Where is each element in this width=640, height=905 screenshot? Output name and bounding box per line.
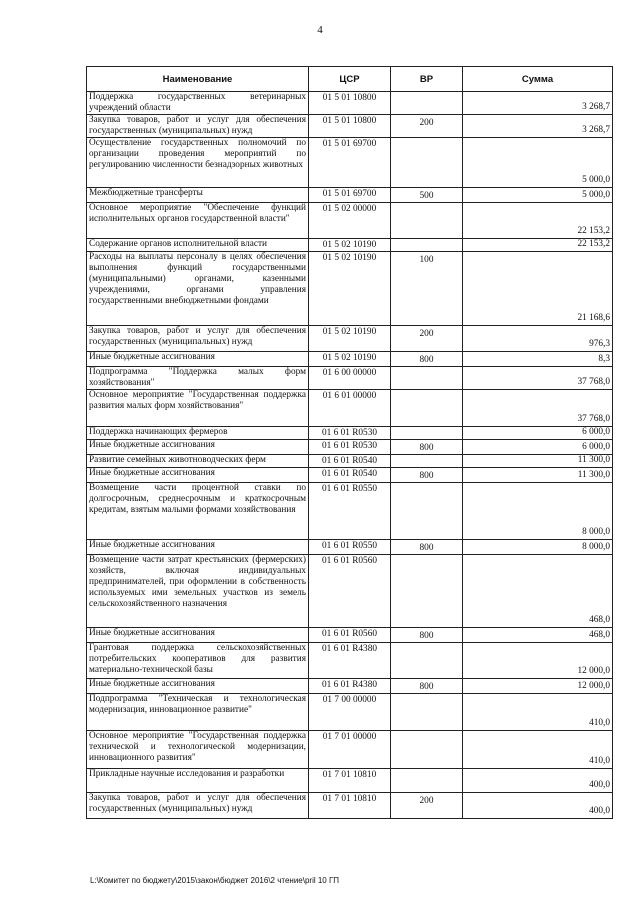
cell-sum: 37 768,0 (463, 390, 613, 427)
cell-name: Прикладные научные исследования и разработки (87, 769, 309, 793)
cell-vr: 200 (391, 326, 463, 352)
cell-csr: 01 6 01 00000 (309, 390, 391, 427)
cell-name: Возмещение части процентной ставки по долгосрочным, среднесрочным и краткосрочным кредитам, взятым малыми формами хозяйствования (87, 483, 309, 540)
cell-csr: 01 6 01 R4380 (309, 643, 391, 679)
cell-sum: 8,3 (463, 352, 613, 367)
cell-name: Поддержка начинающих фермеров (87, 427, 309, 440)
cell-csr: 01 5 01 69700 (309, 188, 391, 203)
cell-vr (391, 367, 463, 390)
table-row (87, 483, 613, 540)
cell-sum: 37 768,0 (463, 367, 613, 390)
cell-csr: 01 6 01 R0560 (309, 555, 391, 628)
page-number: 4 (317, 24, 323, 36)
cell-name: Иные бюджетные ассигнования (87, 628, 309, 643)
cell-vr: 200 (391, 115, 463, 138)
cell-name: Поддержка государственных ветеринарных учреждений области (87, 92, 309, 115)
cell-sum: 11 300,0 (463, 455, 613, 468)
cell-csr: 01 6 01 R0550 (309, 540, 391, 555)
cell-csr: 01 5 02 10190 (309, 352, 391, 367)
table-row (87, 555, 613, 628)
header-vr: ВР (391, 67, 463, 92)
cell-name: Основное мероприятие "Обеспечение функций исполнительных органов государственной власти" (87, 203, 309, 239)
cell-vr (391, 731, 463, 769)
table-row (87, 115, 613, 138)
cell-name: Закупка товаров, работ и услуг для обеспечения государственных (муниципальных) нужд (87, 793, 309, 819)
cell-sum: 21 168,6 (463, 252, 613, 326)
table-row (87, 540, 613, 555)
cell-sum: 3 268,7 (463, 115, 613, 138)
cell-vr: 800 (391, 440, 463, 455)
cell-sum: 6 000,0 (463, 427, 613, 440)
cell-sum: 400,0 (463, 769, 613, 793)
table-row (87, 643, 613, 679)
cell-csr: 01 5 01 69700 (309, 138, 391, 188)
cell-sum: 410,0 (463, 731, 613, 769)
table-row (87, 326, 613, 352)
cell-name: Межбюджетные трансферты (87, 188, 309, 203)
table-row (87, 769, 613, 793)
cell-sum: 5 000,0 (463, 138, 613, 188)
cell-csr: 01 5 02 10190 (309, 252, 391, 326)
cell-vr (391, 92, 463, 115)
cell-name: Содержание органов исполнительной власти (87, 239, 309, 252)
budget-table-container (86, 66, 612, 819)
cell-vr: 500 (391, 188, 463, 203)
cell-sum: 8 000,0 (463, 540, 613, 555)
cell-csr: 01 6 01 R0530 (309, 427, 391, 440)
cell-sum: 22 153,2 (463, 239, 613, 252)
cell-vr: 800 (391, 468, 463, 483)
cell-csr: 01 5 01 10800 (309, 92, 391, 115)
cell-name: Возмещение части затрат крестьянских (фермерских) хозяйств, включая индивидуальных предпринимателей, при оформлении в собственность используемых ими земельных участков из земель сельскохозяйственного назначения (87, 555, 309, 628)
cell-sum: 22 153,2 (463, 203, 613, 239)
cell-sum: 8 000,0 (463, 483, 613, 540)
table-row (87, 203, 613, 239)
cell-name: Иные бюджетные ассигнования (87, 679, 309, 694)
table-row (87, 793, 613, 819)
cell-sum: 12 000,0 (463, 679, 613, 694)
table-row (87, 427, 613, 440)
cell-sum: 11 300,0 (463, 468, 613, 483)
cell-vr: 100 (391, 252, 463, 326)
cell-sum: 6 000,0 (463, 440, 613, 455)
table-header-row (87, 67, 613, 92)
table-body (87, 92, 613, 819)
cell-csr: 01 6 01 R0530 (309, 440, 391, 455)
budget-table (86, 66, 613, 819)
cell-csr: 01 7 00 00000 (309, 694, 391, 731)
table-row (87, 188, 613, 203)
table-row (87, 138, 613, 188)
header-name: Наименование (87, 67, 309, 92)
table-row (87, 679, 613, 694)
cell-name: Закупка товаров, работ и услуг для обеспечения государственных (муниципальных) нужд (87, 115, 309, 138)
cell-vr (391, 455, 463, 468)
cell-vr (391, 138, 463, 188)
cell-csr: 01 6 01 R0550 (309, 483, 391, 540)
cell-vr (391, 427, 463, 440)
cell-name: Осуществление государственных полномочий по организации проведения мероприятий по регулированию численности безнадзорных животных (87, 138, 309, 188)
cell-vr (391, 694, 463, 731)
table-row (87, 92, 613, 115)
cell-vr (391, 483, 463, 540)
cell-csr: 01 7 01 10810 (309, 769, 391, 793)
cell-vr (391, 203, 463, 239)
cell-csr: 01 6 01 R4380 (309, 679, 391, 694)
cell-sum: 468,0 (463, 555, 613, 628)
cell-csr: 01 5 02 10190 (309, 239, 391, 252)
cell-name: Закупка товаров, работ и услуг для обеспечения государственных (муниципальных) нужд (87, 326, 309, 352)
cell-name: Иные бюджетные ассигнования (87, 468, 309, 483)
table-row (87, 694, 613, 731)
cell-vr: 800 (391, 540, 463, 555)
cell-vr (391, 239, 463, 252)
cell-csr: 01 7 01 00000 (309, 731, 391, 769)
header-sum: Сумма (463, 67, 613, 92)
table-row (87, 352, 613, 367)
cell-csr: 01 6 01 R0540 (309, 455, 391, 468)
table-row (87, 239, 613, 252)
cell-vr (391, 769, 463, 793)
cell-vr (391, 643, 463, 679)
cell-sum: 976,3 (463, 326, 613, 352)
cell-csr: 01 5 01 10800 (309, 115, 391, 138)
cell-name: Подпрограмма "Поддержка малых форм хозяйствования" (87, 367, 309, 390)
cell-name: Грантовая поддержка сельскохозяйственных потребительских кооперативов для развития материально-технической базы (87, 643, 309, 679)
cell-csr: 01 6 01 R0560 (309, 628, 391, 643)
cell-name: Иные бюджетные ассигнования (87, 352, 309, 367)
cell-vr: 800 (391, 679, 463, 694)
cell-csr: 01 7 01 10810 (309, 793, 391, 819)
cell-sum: 12 000,0 (463, 643, 613, 679)
table-row (87, 731, 613, 769)
cell-name: Подпрограмма "Техническая и технологическая модернизация, инновационное развитие" (87, 694, 309, 731)
cell-sum: 468,0 (463, 628, 613, 643)
cell-name: Иные бюджетные ассигнования (87, 440, 309, 455)
cell-csr: 01 6 00 00000 (309, 367, 391, 390)
cell-vr (391, 390, 463, 427)
cell-vr: 800 (391, 352, 463, 367)
cell-sum: 410,0 (463, 694, 613, 731)
cell-name: Иные бюджетные ассигнования (87, 540, 309, 555)
cell-vr: 800 (391, 628, 463, 643)
cell-csr: 01 5 02 00000 (309, 203, 391, 239)
table-row (87, 367, 613, 390)
footer-file-path: L:\Комитет по бюджету\2015\закон\бюджет 2016\2 чтение\pril 10 ГП (90, 876, 340, 885)
table-row (87, 252, 613, 326)
cell-vr (391, 555, 463, 628)
cell-vr: 200 (391, 793, 463, 819)
cell-sum: 400,0 (463, 793, 613, 819)
cell-sum: 3 268,7 (463, 92, 613, 115)
cell-name: Развитие семейных животноводческих ферм (87, 455, 309, 468)
cell-csr: 01 6 01 R0540 (309, 468, 391, 483)
cell-name: Расходы на выплаты персоналу в целях обеспечения выполнения функций государственными (муниципальными) органами, казенными учреждениями, органами управления государственными внебюджетными фондами (87, 252, 309, 326)
cell-name: Основное мероприятие "Государственная поддержка развития малых форм хозяйствования" (87, 390, 309, 427)
cell-csr: 01 5 02 10190 (309, 326, 391, 352)
table-row (87, 455, 613, 468)
table-row (87, 468, 613, 483)
cell-sum: 5 000,0 (463, 188, 613, 203)
header-csr: ЦСР (309, 67, 391, 92)
table-row (87, 440, 613, 455)
table-row (87, 390, 613, 427)
table-row (87, 628, 613, 643)
cell-name: Основное мероприятие "Государственная поддержка технической и технологической модернизации, инновационного развития" (87, 731, 309, 769)
